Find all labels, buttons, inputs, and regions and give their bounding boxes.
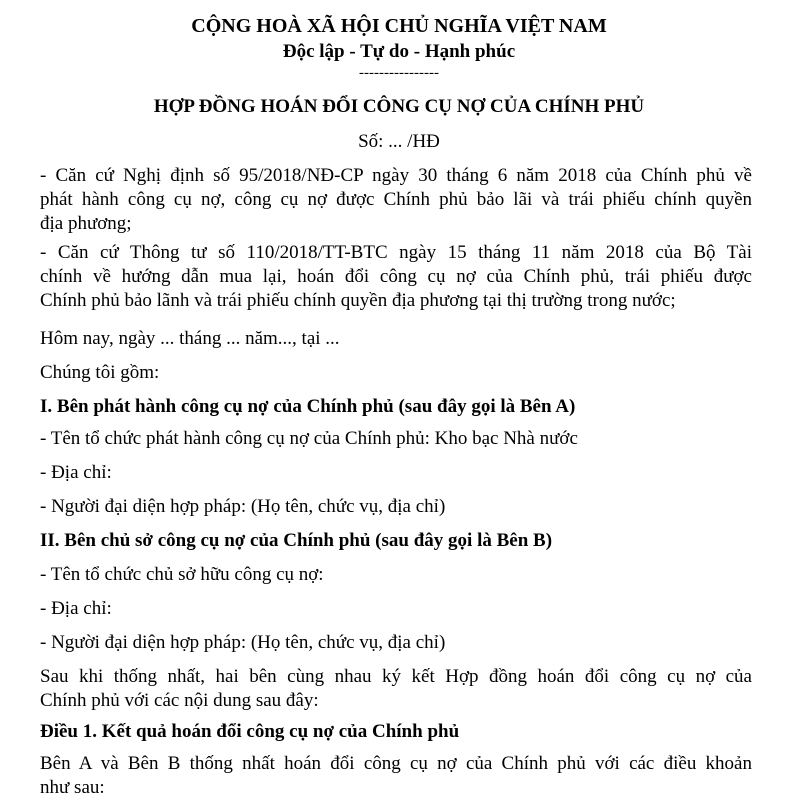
party-b-representative: - Người đại diện hợp pháp: (Họ tên, chức vụ, địa chỉ) [40,632,446,653]
party-a-address: - Địa chỉ: [40,462,112,483]
agreement-line-1: Sau khi thống nhất, hai bên cùng nhau ký kết Hợp đồng hoán đổi công cụ nợ của [40,666,752,687]
party-a-org-name: - Tên tổ chức phát hành công cụ nợ của Chính phủ: Kho bạc Nhà nước [40,428,578,449]
article-1-line-1: Bên A và Bên B thống nhất hoán đổi công cụ nợ của Chính phủ với các điều khoản [40,753,752,774]
party-b-heading: II. Bên chủ sở công cụ nợ của Chính phủ (sau đây gọi là Bên B) [40,530,553,551]
basis-2-line-2: chính về hướng dẫn mua lại, hoán đổi công cụ nợ của Chính phủ, trái phiếu được [40,266,752,287]
article-1-heading: Điều 1. Kết quả hoán đổi công cụ nợ của Chính phủ [40,721,460,742]
date-line: Hôm nay, ngày ... tháng ... năm..., tại ... [40,328,340,349]
basis-1-line-2: phát hành công cụ nợ, công cụ nợ được Chính phủ bảo lãi và trái phiếu chính quyền [40,189,752,210]
contract-number: Số: ... /HĐ [358,131,440,152]
basis-1-line-3: địa phương; [40,213,132,234]
parties-intro: Chúng tôi gồm: [40,362,160,383]
header-separator: ---------------- [359,65,439,81]
party-b-org-name: - Tên tổ chức chủ sở hữu công cụ nợ: [40,564,324,585]
party-a-representative: - Người đại diện hợp pháp: (Họ tên, chức vụ, địa chỉ) [40,496,446,517]
motto: Độc lập - Tự do - Hạnh phúc [282,41,516,62]
party-b-address: - Địa chỉ: [40,598,112,619]
national-title: CỘNG HOÀ XÃ HỘI CHỦ NGHĨA VIỆT NAM [191,15,607,37]
article-1-line-2: như sau: [40,777,105,798]
agreement-line-2: Chính phủ với các nội dung sau đây: [40,690,319,711]
basis-2-line-1: - Căn cứ Thông tư số 110/2018/TT-BTC ngày 15 tháng 11 năm 2018 của Bộ Tài [40,242,752,263]
basis-1-line-1: - Căn cứ Nghị định số 95/2018/NĐ-CP ngày 30 tháng 6 năm 2018 của Chính phủ về [40,165,752,186]
basis-2-line-3: Chính phủ bảo lãnh và trái phiếu chính quyền địa phương tại thị trường trong nước; [40,290,676,311]
party-a-heading: I. Bên phát hành công cụ nợ của Chính phủ (sau đây gọi là Bên A) [40,396,576,417]
contract-title: HỢP ĐỒNG HOÁN ĐỔI CÔNG CỤ NỢ CỦA CHÍNH PHỦ [153,96,645,117]
